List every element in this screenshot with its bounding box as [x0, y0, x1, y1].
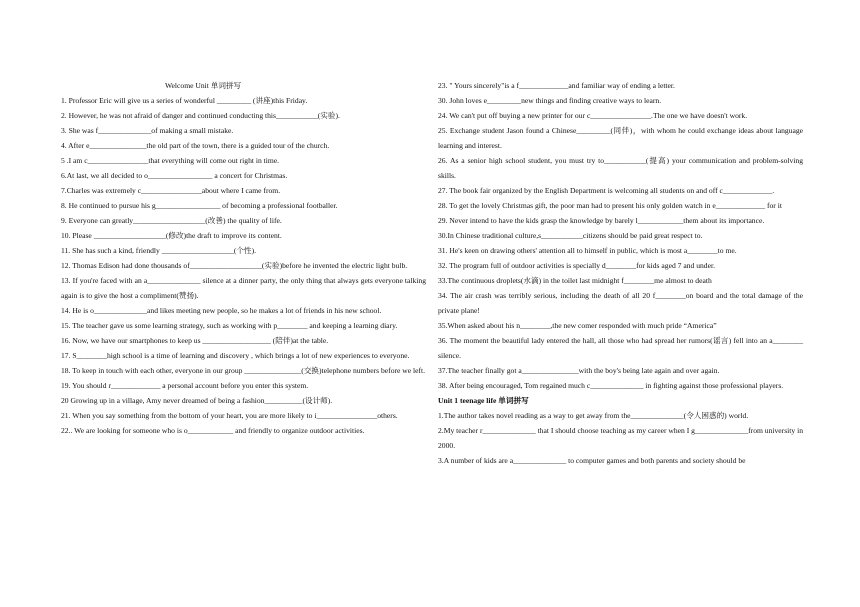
exercise-item: 26. As a senior high school student, you must try to___________(提高) your communication and problem-solving skills.	[438, 156, 803, 180]
exercise-item: 20 Growing up in a village, Amy never dreamed of being a fashion__________(设计师).	[61, 396, 333, 405]
exercise-item: 2. However, he was not afraid of danger and continued conducting this___________(实验).	[61, 111, 340, 120]
exercise-item: 33.The continuous droplets(水滴) in the toilet last midnight f________me almost to death	[438, 276, 712, 285]
exercise-item: 2.My teacher r______________ that I should choose teaching as my career when I g______________from university in 2000.	[438, 426, 803, 450]
exercise-item: 36. The moment the beautiful lady entered the hall, all those who had spread her rumors(谣言) fell into an a________ silence.	[438, 336, 803, 360]
exercise-item: 27. The book fair organized by the English Department is welcoming all students on and off c_____________.	[438, 186, 775, 195]
exercise-item: 3. She was f______________of making a small mistake.	[61, 126, 234, 135]
unit1-exercise-list	[438, 408, 803, 468]
exercise-item: 10. Please ___________________(修改)the draft to improve its content.	[61, 231, 282, 240]
exercise-item: 3.A number of kids are a______________ to computer games and both parents and society should be	[438, 456, 746, 465]
exercise-item: 12. Thomas Edison had done thousands of___________________(实验)before he invented the electric light bulb.	[61, 261, 408, 270]
exercise-item: 19. You should r_____________ a personal account before you enter this system.	[61, 381, 309, 390]
exercise-item: 34. The air crash was terribly serious, including the death of all 20 f________on board and the total damage of the private plane!	[438, 291, 803, 315]
exercise-item: 1.The author takes novel reading as a way to get away from the______________(令人困惑的) world.	[438, 411, 749, 420]
exercise-item: 7.Charles was extremely c________________about where I came from.	[61, 186, 281, 195]
exercise-item: 25. Exchange student Jason found a Chinese_________(同伴)，with whom he could exchange ideas about language learning and interest.	[438, 126, 803, 150]
exercise-item: 6.At last, we all decided to o_________________ a concert for Christmas.	[61, 171, 288, 180]
exercise-item: 23. " Yours sincerely"is a f_____________and familiar way of ending a letter.	[438, 81, 675, 90]
welcome-unit-heading: Welcome Unit 单词拼写	[165, 81, 242, 90]
exercise-item: 14. He is o______________and likes meeting new people, so he makes a lot of friends in his new school.	[61, 306, 382, 315]
exercise-item: 21. When you say something from the bottom of your heart, you are more likely to i________________others.	[61, 411, 398, 420]
exercise-item: 37.The teacher finally got a_______________with the boy's being late again and over again.	[438, 366, 720, 375]
right-exercise-list	[438, 78, 803, 393]
right-column	[438, 78, 803, 468]
exercise-item: 15. The teacher gave us some learning strategy, such as working with p________ and keeping a learning diary.	[61, 321, 398, 330]
unit1-heading: Unit 1 teenage life 单词拼写	[438, 396, 529, 405]
exercise-item: 9. Everyone can greatly___________________(改善) the quality of life.	[61, 216, 282, 225]
exercise-item: 32. The program full of outdoor activities is specially d________for kids aged 7 and under.	[438, 261, 715, 270]
exercise-item: 8. He continued to pursue his g_________________ of becoming a professional footballer.	[61, 201, 338, 210]
exercise-item: 17. S________high school is a time of learning and discovery , which brings a lot of new experiences to everyone.	[61, 351, 410, 360]
exercise-item: 13. If you're faced with an a______________ silence at a dinner party, the only thing that always gets everyone talking again is to give the host a compliment(赞扬).	[61, 276, 426, 300]
exercise-item: 28. To get the lovely Christmas gift, the poor man had to present his only golden watch in e_____________ for it	[438, 201, 782, 210]
left-exercise-list	[61, 93, 426, 438]
exercise-item: 16. Now, we have our smartphones to keep us __________________ (陪伴)at the table.	[61, 336, 329, 345]
left-column	[61, 78, 426, 438]
exercise-item: 5 .I am c________________that everything will come out right in time.	[61, 156, 280, 165]
exercise-item: 18. To keep in touch with each other, everyone in our group _______________(交换)telephone numbers before we left.	[61, 366, 426, 375]
exercise-item: 38. After being encouraged, Tom regained much c______________ in fighting against those professional players.	[438, 381, 784, 390]
exercise-item: 1. Professor Eric will give us a series of wonderful _________ (讲座)this Friday.	[61, 96, 308, 105]
exercise-item: 35.When asked about his n________,the new comer responded with much pride “America”	[438, 321, 717, 330]
exercise-item: 31. He's keen on drawing others' attention all to himself in public, which is most a________to me.	[438, 246, 737, 255]
exercise-item: 30. John loves e_________new things and finding creative ways to learn.	[438, 96, 662, 105]
exercise-item: 22.. We are looking for someone who is o____________ and friendly to organize outdoor activities.	[61, 426, 365, 435]
exercise-item: 4. After e_______________the old part of the town, there is a guided tour of the church.	[61, 141, 330, 150]
exercise-item: 11. She has such a kind, friendly ___________________(个性).	[61, 246, 257, 255]
exercise-item: 24. We can't put off buying a new printer for our c________________.The one we have doesn't work.	[438, 111, 748, 120]
exercise-item: 29. Never intend to have the kids grasp the knowledge by barely l____________them about its importance.	[438, 216, 765, 225]
exercise-item: 30.In Chinese traditional culture,s___________citizens should be paid great respect to.	[438, 231, 703, 240]
